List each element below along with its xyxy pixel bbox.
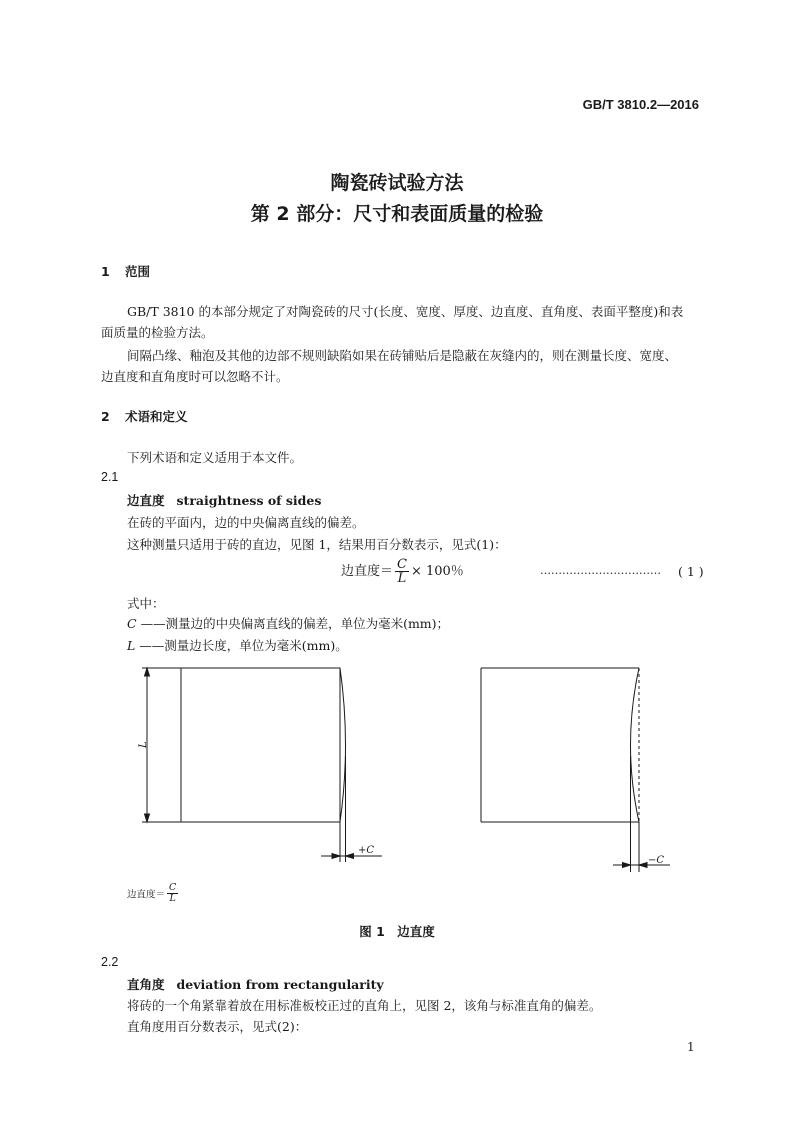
- formula-1: [341, 558, 464, 585]
- clause-2-1-def1: 在砖的平面内，边的中央偏离直线的偏差。: [127, 515, 365, 530]
- variable-c-symbol: C: [127, 616, 137, 631]
- section-1-number: 1: [101, 264, 110, 279]
- variable-l-description: ——测量边长度，单位为毫米(mm)。: [139, 638, 348, 653]
- section-1-para2-line2: 边直度和直角度时可以忽略不计。: [101, 369, 289, 384]
- clause-2-2-def2: 直角度用百分数表示，见式(2)：: [127, 1019, 308, 1034]
- clause-2-1-where: 式中：: [127, 596, 165, 611]
- dimension-l-arrow-bottom: [145, 814, 150, 822]
- clause-2-2-term-zh: 直角度: [127, 977, 165, 992]
- minus-c-arrow-right: [639, 863, 647, 868]
- figure-1-note: [127, 883, 180, 904]
- plus-c-arrow-right: [346, 854, 354, 859]
- formula-1-fraction: [395, 558, 409, 585]
- figure-1-label-minus-c: −C: [648, 855, 665, 866]
- formula-1-lhs: 边直度＝: [341, 564, 394, 579]
- figure-1-diagram: [120, 660, 720, 875]
- figure-1-caption: 图 1 边直度: [359, 924, 435, 939]
- clause-2-1-term-zh: 边直度: [127, 493, 165, 508]
- figure-1-note-denominator: L: [169, 893, 176, 904]
- section-2-number: 2: [101, 409, 110, 424]
- section-1-title: 范围: [125, 264, 151, 279]
- clause-2-1-number: 2.1: [101, 470, 119, 484]
- right-tile-concave-edge: [631, 668, 640, 822]
- clause-2-1-term-en: straightness of sides: [176, 493, 322, 508]
- dimension-l-arrow-top: [145, 668, 150, 676]
- variable-c-description: ——测量边的中央偏离直线的偏差，单位为毫米(mm)；: [140, 616, 450, 631]
- figure-1-left-tile: [142, 668, 382, 862]
- variable-l-definition: [127, 636, 348, 654]
- section-1-heading: [101, 262, 150, 280]
- formula-1-denominator: L: [397, 571, 407, 586]
- figure-1-label-l: L: [138, 741, 149, 748]
- formula-1-leader-dots: ……………………………: [540, 564, 661, 577]
- formula-1-numerator: C: [397, 557, 407, 572]
- section-2-intro: 下列术语和定义适用于本文件。: [127, 450, 303, 465]
- clause-2-1-term: [127, 491, 321, 509]
- left-tile-outline: [181, 668, 340, 822]
- figure-1-note-lhs: 边直度＝: [127, 889, 166, 901]
- section-2-title: 术语和定义: [125, 409, 188, 424]
- clause-2-2-number: 2.2: [101, 955, 119, 969]
- page-number: 1: [687, 1040, 695, 1054]
- figure-1-right-tile: [481, 668, 670, 872]
- section-1-para1-line1: GB/T 3810 的本部分规定了对陶瓷砖的尺寸(长度、宽度、厚度、边直度、直角度、表面平整度)和表: [127, 304, 684, 319]
- plus-c-arrow-left: [332, 854, 340, 859]
- variable-l-symbol: L: [127, 638, 136, 653]
- section-2-heading: [101, 407, 188, 425]
- section-1-para2-line1: 间隔凸缘、釉泡及其他的边部不规则缺陷如果在砖铺贴后是隐蔽在灰缝内的，则在测量长度、宽度、: [127, 348, 678, 363]
- figure-1-note-fraction: [167, 883, 178, 904]
- standard-code: GB/T 3810.2—2016: [582, 97, 699, 112]
- clause-2-2-def1: 将砖的一个角紧靠着放在用标准板校正过的直角上，见图 2，该角与标准直角的偏差。: [127, 998, 602, 1013]
- figure-1-label-plus-c: +C: [358, 845, 375, 856]
- document-subtitle: 第 2 部分：尺寸和表面质量的检验: [250, 203, 544, 225]
- clause-2-2-term: [127, 975, 384, 993]
- figure-1-note-numerator: C: [169, 882, 177, 893]
- variable-c-definition: [127, 614, 449, 632]
- minus-c-arrow-left: [623, 863, 631, 868]
- formula-1-number: ( 1 ): [678, 564, 704, 579]
- clause-2-2-term-en: deviation from rectangularity: [176, 977, 384, 992]
- formula-1-rhs: × 100％: [410, 564, 464, 579]
- left-tile-convex-edge: [340, 668, 346, 822]
- section-1-para1-line2: 面质量的检验方法。: [101, 325, 214, 340]
- clause-2-1-def2: 这种测量只适用于砖的直边，见图 1，结果用百分数表示，见式(1)：: [127, 537, 507, 552]
- document-title: 陶瓷砖试验方法: [330, 172, 464, 194]
